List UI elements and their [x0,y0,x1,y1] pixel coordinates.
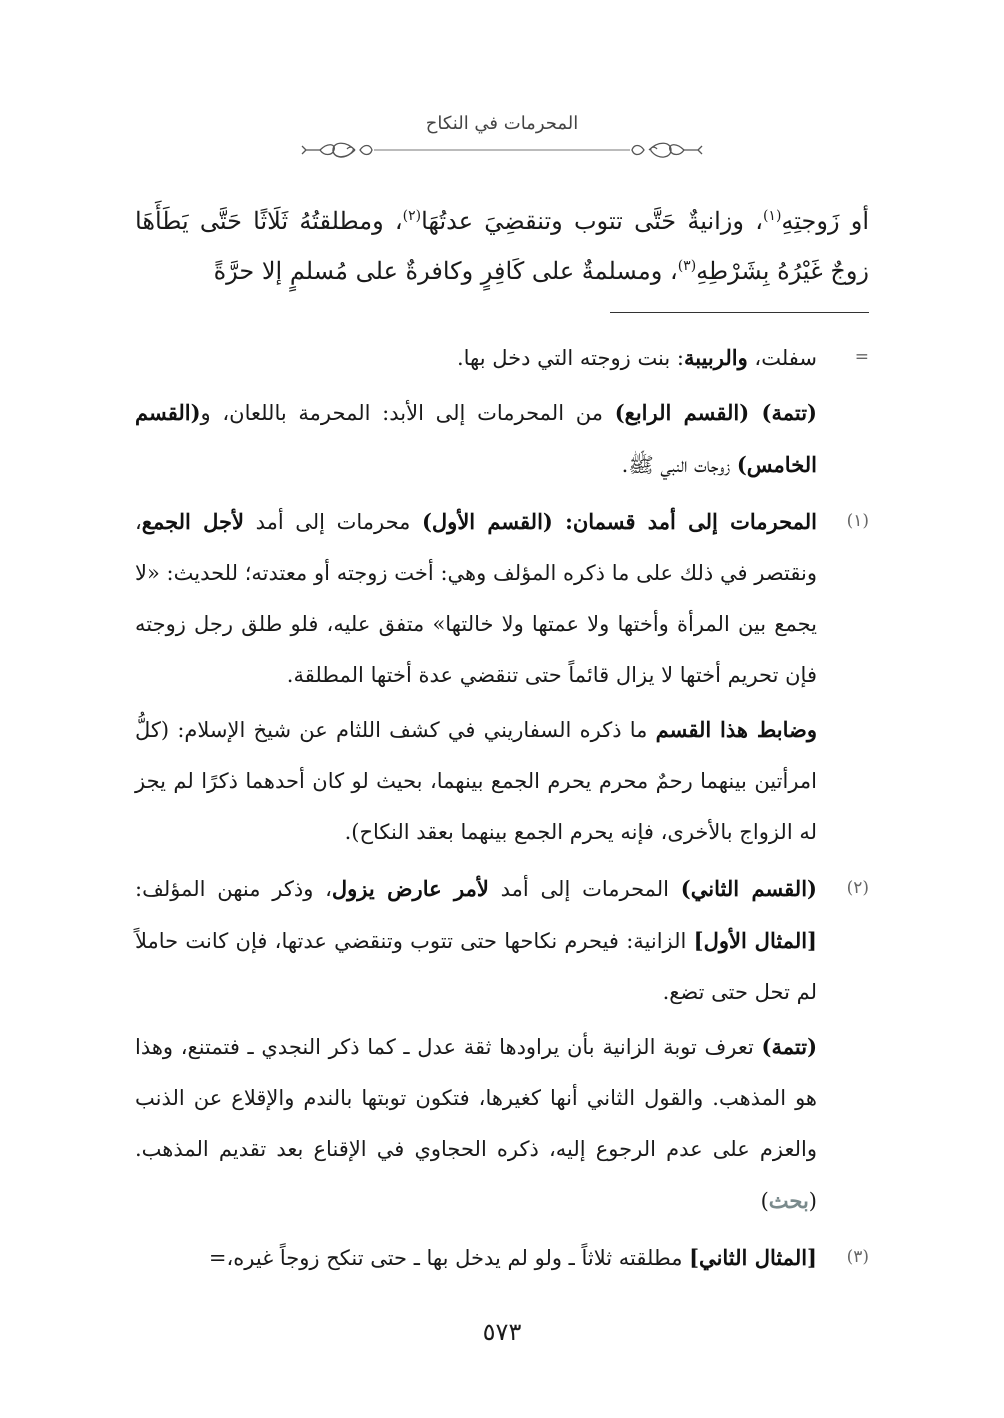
footnote-number: (٣) [846,1247,869,1267]
footnote-text: : بنت زوجته التي دخل بها. [456,346,684,370]
footnote-text: تعرف توبة الزانية بأن يراودها ثقة عدل ـ كما ذكر النجدي ـ فتمتنع، وهذا هو المذهب. والقول الثاني أنها كغيرها، فتكون توبتها بالندم والإقلاع عن الذنب والعزم على عدم الرجوع إليه، ذكره الحجاوي في الإقناع بعد تقديم المذهب. ( [135,1035,817,1213]
footnote-2 [135,863,869,1227]
footnote-text: ، وذكر منهن المؤلف: [135,877,332,901]
footnote-paragraph [135,863,817,1018]
continuation-marker: = [854,347,869,367]
footnote-ref-1[interactable]: (١) [762,208,782,224]
footnote-bold-term: [المثال الثاني] [689,1245,817,1270]
page-number: ٥٧٣ [482,1318,522,1346]
footnotes [135,332,869,1289]
footnote-paragraph [135,704,817,858]
footnote-bold-term: (القسم الخامس) [135,400,817,477]
research-tag: بحث [768,1188,809,1213]
footnote-bold-term: (تتمة) [761,1034,817,1059]
footnote-continuation [135,332,869,491]
footnote-text: زوجات النبي ﷺ. [621,453,737,477]
main-text [135,196,869,296]
footnote-text: المحرمات إلى أمد [488,877,681,901]
footnote-text: من المحرمات إلى الأبد: المحرمة باللعان، و [200,401,615,425]
footnote-bold-term: لأجل الجمع [141,509,244,534]
footnote-paragraph [135,1021,817,1227]
main-text-line: أو زَوجتِهِ [781,207,870,235]
footnote-paragraph [135,332,817,384]
footnote-ref-3[interactable]: (٣) [677,258,697,274]
footnote-1 [135,496,869,858]
main-text-line: ، ومسلمةٌ على كَافِرٍ وكافرةٌ على مُسلمٍ إلا حرَّةً [213,257,678,285]
footnote-paragraph [135,1232,817,1284]
footnote-text: الزانية: فيحرم نكاحها حتى تتوب وتنقضي عدتها، فإن كانت حاملاً لم تحل حتى تضع. [135,929,817,1004]
footnote-separator [610,312,869,313]
main-text-line: ، ومطلقتُهُ ثَلَاثًا حَتَّى يَطَأَهَا زوجٌ غَيْرُهُ بِشَرْطِهِ [135,207,869,285]
footnote-number: (٢) [846,878,869,898]
footnote-text: ما ذكره السفاريني في كشف اللثام عن شيخ الإسلام: (كلُّ امرأتين بينهما رحمٌ محرم يحرم الجمع بينهما، بحيث لو كان أحدهما ذكرًا لم يجز له الزواج بالأخرى، فإنه يحرم الجمع بينهما بعقد النكاح). [135,718,817,844]
footnote-text: سفلت، [747,346,817,370]
footnote-bold-term: المحرمات إلى أمد قسمان: (القسم الأول) [421,509,818,534]
footnote-ref-2[interactable]: (٢) [402,208,422,224]
main-text-line: ، وزانيةٌ حَتَّى تتوب وتنقضِيَ عدتُهَا [421,207,763,235]
footnote-text: ، ونقتصر في ذلك على ما ذكره المؤلف وهي: أخت زوجته أو معتدته؛ للحديث: «لا يجمع بين المرأة وأختها ولا عمتها ولا خالتها» متفق عليه، فلو طلق رجل زوجته فإن تحريم أختها لا يزال قائماً حتى تنقضي عدة أختها المطلقة. [135,510,817,687]
footnote-bold-term: (القسم الثاني) [680,876,817,901]
running-header [300,112,704,162]
footnote-bold-term: وضابط هذا القسم [655,717,817,742]
header-title: المحرمات في النكاح [425,113,579,134]
footnote-bold-term: (تتمة) (القسم الرابع) [614,400,817,425]
footnote-bold-term: والربيبة [684,345,748,370]
footnote-paragraph [135,387,817,491]
footnote-text: مطلقته ثلاثاً ـ ولو لم يدخل بها ـ حتى تنكح زوجاً غيره،= [208,1246,690,1270]
footnote-3 [135,1232,869,1284]
floral-scroll-ornament-icon [300,138,704,162]
footnote-text: محرمات إلى أمد [243,510,422,534]
footnote-bold-term: لأمر عارض يزول [331,876,489,901]
footnote-paragraph [135,496,817,701]
footnote-bold-term: [المثال الأول] [693,928,817,953]
footnote-text: ) [760,1189,769,1213]
footnote-number: (١) [846,511,869,531]
main-paragraph [135,196,869,296]
